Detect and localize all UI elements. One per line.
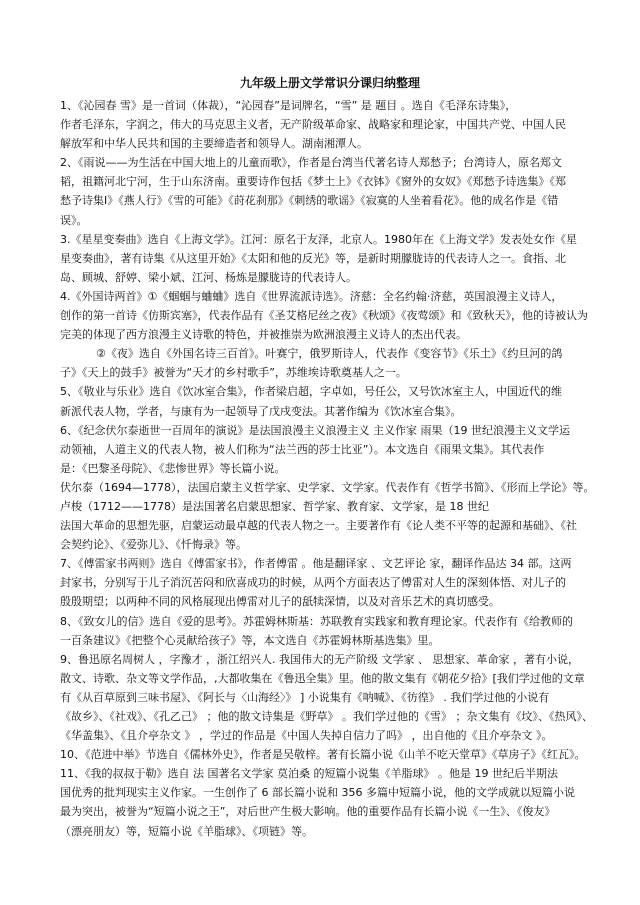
text-line: 韬，祖籍河北宁河，生于山东济南。重要诗作包括《梦土上》《衣钵》《窗外的女奴》《郑愁予诗选集》《郑: [60, 175, 566, 189]
text-line: 法国大革命的思想先驱，启蒙运动最卓越的代表人物之一。主要著作有《论人类不平等的起源和基础》、《社: [60, 519, 577, 533]
text-line: 殷殷期望；以两种不同的风格展现出傅雷对儿子的舐犊深情，以及对音乐艺术的真切感受。: [60, 595, 500, 609]
text-line: 作者毛泽东，字润之，伟大的马克思主义者，无产阶级革命家、战略家和理论家，中国共产党、中国人民: [60, 118, 566, 132]
document-title: 九年级上册文学常识分课归纳整理: [239, 76, 420, 90]
text-line: 解放军和中华人民共和国的主要缔造者和领导人。湖南湘潭人。: [60, 137, 368, 151]
text-line: 8、《致女儿的信》选自《爱的思考》。苏霍姆林斯基：苏联教育实践家和教育理论家。代表作有《给教师的: [60, 614, 573, 628]
text-line: 6、《纪念伏尔泰逝世一百周年的演说》是法国浪漫主义浪漫主义 主义作家 雨果（19 世纪浪漫主义文学运: [60, 423, 570, 437]
text-line: 创作的第一首诗《仿斯宾塞》，代表作品有《圣艾格尼丝之夜》《秋颂》《夜莺颂》和《致秋天》，他的诗被认为: [60, 309, 588, 323]
text-line: 《华盖集》、《且介亭杂文 》 ，学过的作品是《中国人失掉自信力了吗》 ，出自他的《且介亭杂文 》。: [60, 729, 553, 743]
text-line: 国优秀的批判现实主义作家。一生创作了 6 部长篇小说和 356 多篇中短篇小说，他的文学成就以短篇小说: [60, 786, 575, 800]
text-line: 7、《傅雷家书两则》选自《傅雷家书》，作者傅雷 。他是翻译家 、文艺评论 家，翻译作品达 34 部。这两: [60, 557, 572, 571]
text-line: （漂亮朋友）等，短篇小说《羊脂球》、《项链》等。: [60, 824, 313, 838]
text-line: 星变奏曲》，著有诗集《从这里开始》《太阳和他的反光》等，是新时期朦胧诗的代表诗人之一。食指、北: [60, 251, 566, 265]
text-line: 会契约论》、《爱弥儿》、《忏悔录》等。: [60, 538, 247, 552]
text-line: 子》《天上的鼓手》被誉为“天才的乡村歌手”，苏维埃诗歌奠基人之一。: [60, 366, 407, 380]
text-line: 是：《巴黎圣母院》、《悲惨世界》等长篇小说。: [60, 461, 286, 475]
text-line: 封家书，分别写于儿子消沉苦闷和欣喜成功的时候，从两个方面表达了傅雷对人生的深刻体悟、对儿子的: [60, 576, 566, 590]
text-line: 2、《雨说——为生活在中国大地上的儿童而歌》，作者是台湾当代著名诗人郑愁予；台湾诗人，原名郑文: [60, 156, 562, 170]
text-line: 伏尔泰（1694—1778），法国启蒙主义哲学家、史学家、文学家。代表作有《哲学书简》、《形而上学论》等。: [60, 480, 595, 494]
document-body: [60, 96, 600, 841]
text-line: 《故乡》、《社戏》、《孔乙己》 ；他的散文诗集是《野草》 。我们学过他的《雪》 ；杂文集有《坟》、《热风》、: [60, 710, 593, 723]
text-line: 有《从百草原到三味书屋》、《阿长与〈山海经〉》 ] 小说集有《呐喊》、《彷徨》 . 我们学过他的小说有: [60, 690, 550, 704]
text-line: 散文、诗歌、杂文等文学作品，,大都收集在《鲁迅全集》里。他的散文集有《朝花夕拾》[我们学过他的文章: [60, 671, 585, 685]
text-line: 岛、顾城、舒婷、梁小斌、江河、杨炼是朦胧诗的代表诗人。: [60, 270, 357, 284]
text-line: 4.《外国诗两首》①《蝈蝈与蛐蛐》选自《世界流派诗选》。济慈：全名约翰·济慈，英国浪漫主义诗人，: [60, 289, 563, 303]
text-line: 3.《星星变奏曲》选自《上海文学》。江河：原名于友泽，北京人。1980年在《上海文学》发表处女作《星: [60, 232, 577, 246]
text-line: 5、《敬业与乐业》选自《饮冰室合集》，作者梁启超，字卓如，号任公，又号饮冰室主人，中国近代的维: [60, 385, 562, 399]
text-line: 11、《我的叔叔于勒》选自 法 国著名文学家 莫泊桑 的短篇小说集《羊脂球》 。他是 19 世纪后半期法: [60, 767, 558, 781]
text-line: 一百条建议》《把整个心灵献给孩子》等，本文选自《苏霍姆林斯基选集》里。: [60, 633, 440, 647]
text-line: 新派代表人物，学者，与康有为一起领导了戊戌变法。其著作编为《饮冰室合集》。: [60, 404, 462, 418]
text-line: 动领袖，人道主义的代表人物，被人们称为“法兰西的莎士比亚”）。本文选自《雨果文集》。其代表作: [60, 442, 545, 456]
text-line: 1、《沁园春 雪》是一首词（体裁），“沁园春”是词牌名，“雪” 是 题目 。选自《毛泽东诗集》，: [60, 99, 517, 112]
text-line: 愁予诗集Ⅰ》《燕人行》《雪的可能》《莳花刹那》《刺绣的歌谣》《寂寞的人坐着看花》。他的成名作是《错: [60, 194, 559, 208]
text-line: 最为突出，被誉为“短篇小说之王”，对后世产生极大影响。他的重要作品有长篇小说《一生》、《俊友》: [60, 805, 556, 819]
text-line: 完美的体现了西方浪漫主义诗歌的特色，并被推崇为欧洲浪漫主义诗人的杰出代表。: [60, 328, 467, 342]
text-line: 9、鲁迅原名周树人 ，字豫才 ，浙江绍兴人. 我国伟大的无产阶级 文学家 、 思想家、革命家 ，著有小说，: [60, 652, 579, 666]
text-line: 10、《范进中举》节选自《儒林外史》，作者是吴敬梓。著有长篇小说《山羊不吃天堂草》《草房子》《红瓦》。: [60, 748, 586, 762]
text-line: 卢梭（1712——1778）是法国著名启蒙思想家、哲学家、教育家、文学家，是 18 世纪: [60, 499, 489, 513]
text-line: ②《夜》选自《外国名诗三百首》。叶赛宁，俄罗斯诗人，代表作《变容节》《乐土》《约旦河的鸽: [96, 347, 563, 361]
text-line: 误》。: [60, 213, 88, 227]
